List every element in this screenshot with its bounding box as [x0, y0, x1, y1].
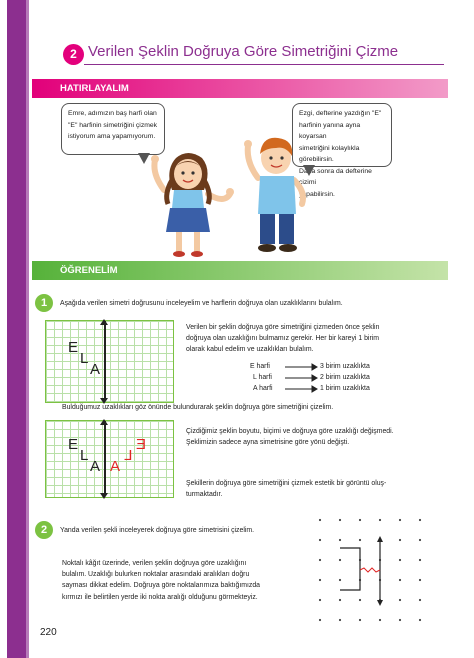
girl-illustration [150, 150, 235, 258]
grid-dot [339, 539, 341, 541]
letter-e: E [68, 339, 79, 356]
grid-dot [339, 559, 341, 561]
grid-dot [419, 599, 421, 601]
letter-a: A [90, 458, 101, 475]
arrow-up-icon [100, 419, 108, 425]
grid-dot [319, 539, 321, 541]
left-margin-bar [7, 0, 26, 658]
symmetry-line-1 [104, 321, 106, 401]
aesthetic-line: turmaktadır. [186, 491, 223, 499]
distance-arrows [284, 362, 318, 395]
distance-letter: E harfi [250, 363, 270, 370]
grid-dot [379, 619, 381, 621]
letter-l: L [80, 350, 89, 367]
letter-l: L [80, 447, 89, 464]
example-2-badge: 2 [35, 521, 53, 539]
example-2-line: sayması dikkat edelim. Doğruya göre noktalarımıza baktığımızda [62, 582, 261, 590]
grid-dot [399, 539, 401, 541]
grid-figure-1 [45, 320, 174, 403]
section-header-hatirlayalim: HATIRLAYALIM [32, 79, 448, 98]
grid-dot [399, 619, 401, 621]
grid-dot [419, 539, 421, 541]
mirrored-letter-e: E [136, 436, 147, 453]
example-2-text [62, 558, 322, 603]
bubble-left-line: istiyorum ama yapamıyorum. [68, 133, 156, 140]
distance-letter: L harfi [253, 374, 272, 381]
letter-e: E [68, 436, 79, 453]
grid-dot [319, 579, 321, 581]
explanation-line: doğruya olan uzaklığını bulmamız gerekir. Her bir kareyi 1 birim [186, 335, 380, 343]
grid-dot [419, 579, 421, 581]
title-underline [84, 64, 444, 65]
arrow-up-icon [100, 319, 108, 325]
grid-dot [319, 599, 321, 601]
arrow-down-icon [100, 493, 108, 499]
grid-dot [399, 599, 401, 601]
grid-dot [319, 559, 321, 561]
speech-bubble-left [61, 103, 165, 155]
grid-dot [319, 519, 321, 521]
bubble-right-line: simetriğini kolaylıkla görebilirsin. [299, 144, 360, 163]
mirrored-letter-a: A [110, 458, 121, 475]
example-2-intro: Yanda verilen şekli inceleyerek doğruya göre simetrisini çizelim. [60, 527, 255, 534]
section-header-ogrenelim: ÖĞRENELİM [32, 261, 448, 280]
bubble-left-line: "E" harfinin simetriğini çizmek [68, 121, 158, 129]
distance-value: 1 birim uzaklıkta [320, 385, 370, 392]
grid-dot [399, 579, 401, 581]
explanation-line: olarak kabul edelim ve uzaklıkları bulalım. [186, 346, 314, 354]
example-2-line: kırmızı ile belirtilen yerde iki nokta aralığı olduğunu görmekteyiz. [62, 593, 258, 601]
aesthetic-line: Şekillerin doğruya göre simetriğini çizmek estetik bir görüntü oluş- [186, 480, 387, 487]
grid-dot [399, 559, 401, 561]
mirrored-letter-l: L [124, 447, 133, 464]
aesthetic-text [186, 478, 456, 500]
bubble-right-line: yapabilirsin. [299, 190, 335, 198]
bubble-right-line: harfinin yanına ayna koyarsan [299, 121, 361, 140]
example-2-line: bulalım. Uzaklığı bulurken noktalar arasındaki aralıkları doğru [62, 571, 250, 579]
grid-dot [399, 519, 401, 521]
distance-value: 2 birim uzaklıkta [320, 374, 370, 381]
letter-a: A [90, 361, 101, 378]
grid-dot [419, 619, 421, 621]
explanation-text [186, 322, 446, 356]
example-1-intro: Aşağıda verilen simetri doğrusunu inceleyelim ve harflerin doğruya olan uzaklıklarını bulalım. [60, 300, 343, 307]
grid-dot [339, 519, 341, 521]
page-number: 220 [40, 627, 57, 638]
grid-dot [359, 519, 361, 521]
grid-dot [319, 619, 321, 621]
grid-dot [339, 579, 341, 581]
dotted-paper-figure [318, 514, 442, 624]
example-1-badge: 1 [35, 294, 53, 312]
grid-dot [379, 519, 381, 521]
explanation-line: Verilen bir şeklin doğruya göre simetriğini çizmeden önce şeklin [186, 324, 380, 331]
grid-dot [339, 599, 341, 601]
grid-dot [359, 539, 361, 541]
note-line: Şeklimizin sadece ayna simetrisine göre yönü değişti. [186, 439, 350, 447]
distance-value: 3 birim uzaklıkta [320, 363, 370, 370]
distance-letter: A harfi [253, 385, 273, 392]
grid-dot [419, 519, 421, 521]
grid-dot [419, 559, 421, 561]
speech-bubble-left-tail [138, 153, 150, 164]
boy-illustration [240, 128, 315, 258]
example-2-line: Noktalı kâğıt üzerinde, verilen şeklin doğruya göre uzaklığını [62, 560, 247, 567]
left-margin-shade [26, 0, 29, 658]
conclusion-text: Bulduğumuz uzaklıkları göz önünde bulundurarak şeklin doğruya göre simetriğini çizelim. [62, 404, 334, 411]
bubble-right-line: Ezgi, defterine yazdığın "E" [299, 110, 382, 117]
title-number-badge: 2 [63, 44, 84, 65]
grid-dot [359, 619, 361, 621]
symmetry-line-2 [104, 421, 106, 496]
page-title: Verilen Şeklin Doğruya Göre Simetriğini Çizme [88, 43, 399, 60]
bubble-right-line: Daha sonra da defterine çizimi [299, 167, 372, 186]
note-text [186, 426, 456, 448]
bubble-left-line: Emre, adımızın baş harfi olan [68, 110, 157, 117]
grid-dot [359, 599, 361, 601]
note-line: Çizdiğimiz şeklin boyutu, biçimi ve doğruya göre uzaklığı değişmedi. [186, 428, 394, 435]
grid-dot [339, 619, 341, 621]
